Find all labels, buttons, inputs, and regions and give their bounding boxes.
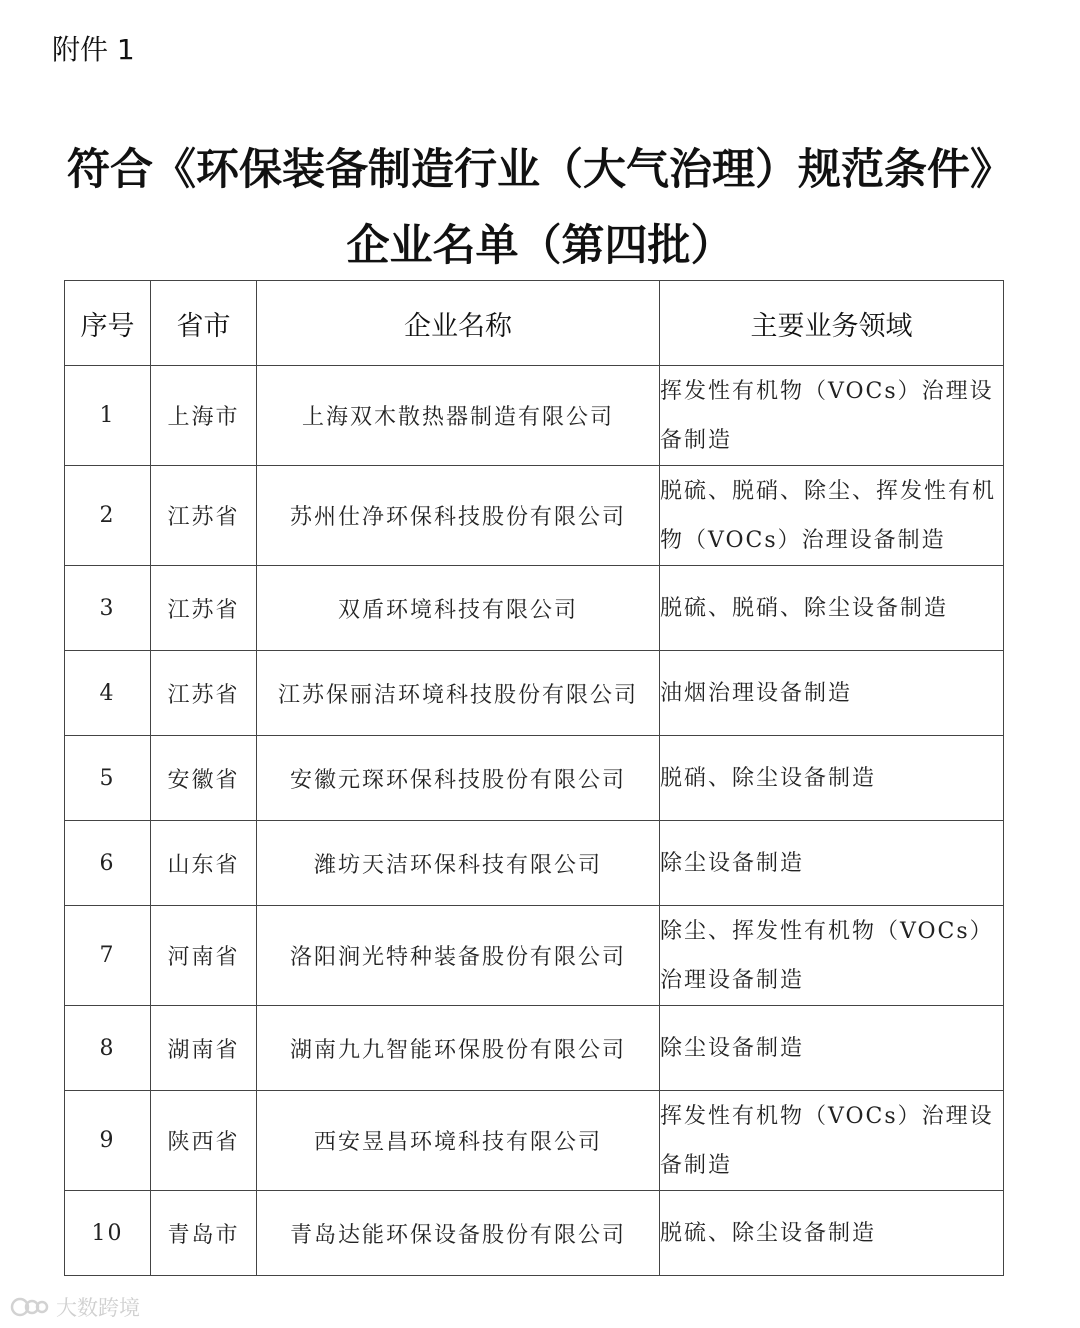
- row-province: 河南省: [151, 906, 257, 1006]
- table-row: [65, 466, 1004, 566]
- row-number: 10: [65, 1191, 151, 1276]
- column-header-no: 序号: [65, 281, 151, 366]
- row-province: 青岛市: [151, 1191, 257, 1276]
- company-list-table: [64, 280, 1004, 1276]
- document-title-line2: 企业名单（第四批）: [346, 221, 734, 271]
- table-row: [65, 906, 1004, 1006]
- row-company: 安徽元琛环保科技股份有限公司: [257, 736, 660, 821]
- row-province: 陕西省: [151, 1091, 257, 1191]
- row-province: 安徽省: [151, 736, 257, 821]
- table-row: [65, 821, 1004, 906]
- row-number: 7: [65, 906, 151, 1006]
- row-number: 9: [65, 1091, 151, 1191]
- attachment-label: 附件 1: [52, 33, 135, 66]
- row-province: 上海市: [151, 366, 257, 466]
- table-row: [65, 366, 1004, 466]
- row-number: 4: [65, 651, 151, 736]
- row-business-area: 脱硫、除尘设备制造: [660, 1191, 1004, 1276]
- watermark: [10, 1292, 140, 1322]
- row-company: 西安昱昌环境科技有限公司: [257, 1091, 660, 1191]
- row-business-area: 挥发性有机物（VOCs）治理设备制造: [660, 1091, 1004, 1191]
- table-header-row: [65, 281, 1004, 366]
- row-number: 1: [65, 366, 151, 466]
- row-number: 8: [65, 1006, 151, 1091]
- row-company: 湖南九九智能环保股份有限公司: [257, 1006, 660, 1091]
- row-province: 山东省: [151, 821, 257, 906]
- column-header-business-area: 主要业务领域: [660, 281, 1004, 366]
- row-business-area: 脱硫、脱硝、除尘、挥发性有机物（VOCs）治理设备制造: [660, 466, 1004, 566]
- row-company: 江苏保丽洁环境科技股份有限公司: [257, 651, 660, 736]
- row-company: 潍坊天洁环保科技有限公司: [257, 821, 660, 906]
- table-row: [65, 1191, 1004, 1276]
- row-number: 2: [65, 466, 151, 566]
- row-business-area: 挥发性有机物（VOCs）治理设备制造: [660, 366, 1004, 466]
- row-business-area: 油烟治理设备制造: [660, 651, 1004, 736]
- table-row: [65, 566, 1004, 651]
- row-company: 青岛达能环保设备股份有限公司: [257, 1191, 660, 1276]
- row-province: 江苏省: [151, 466, 257, 566]
- row-company: 双盾环境科技有限公司: [257, 566, 660, 651]
- table-row: [65, 736, 1004, 821]
- brand-logo-icon: [10, 1295, 50, 1319]
- row-company: 洛阳涧光特种装备股份有限公司: [257, 906, 660, 1006]
- column-header-company: 企业名称: [257, 281, 660, 366]
- table-row: [65, 1091, 1004, 1191]
- document-title-line1: 符合《环保装备制造行业（大气治理）规范条件》: [67, 145, 1013, 195]
- column-header-province: 省市: [151, 281, 257, 366]
- row-province: 江苏省: [151, 651, 257, 736]
- row-business-area: 脱硝、除尘设备制造: [660, 736, 1004, 821]
- row-business-area: 除尘、挥发性有机物（VOCs）治理设备制造: [660, 906, 1004, 1006]
- row-number: 3: [65, 566, 151, 651]
- row-business-area: 除尘设备制造: [660, 1006, 1004, 1091]
- row-province: 湖南省: [151, 1006, 257, 1091]
- watermark-text: 大数跨境: [56, 1296, 140, 1320]
- row-province: 江苏省: [151, 566, 257, 651]
- row-company: 苏州仕净环保科技股份有限公司: [257, 466, 660, 566]
- table-row: [65, 1006, 1004, 1091]
- row-business-area: 除尘设备制造: [660, 821, 1004, 906]
- row-company: 上海双木散热器制造有限公司: [257, 366, 660, 466]
- row-number: 5: [65, 736, 151, 821]
- row-number: 6: [65, 821, 151, 906]
- table-row: [65, 651, 1004, 736]
- row-business-area: 脱硫、脱硝、除尘设备制造: [660, 566, 1004, 651]
